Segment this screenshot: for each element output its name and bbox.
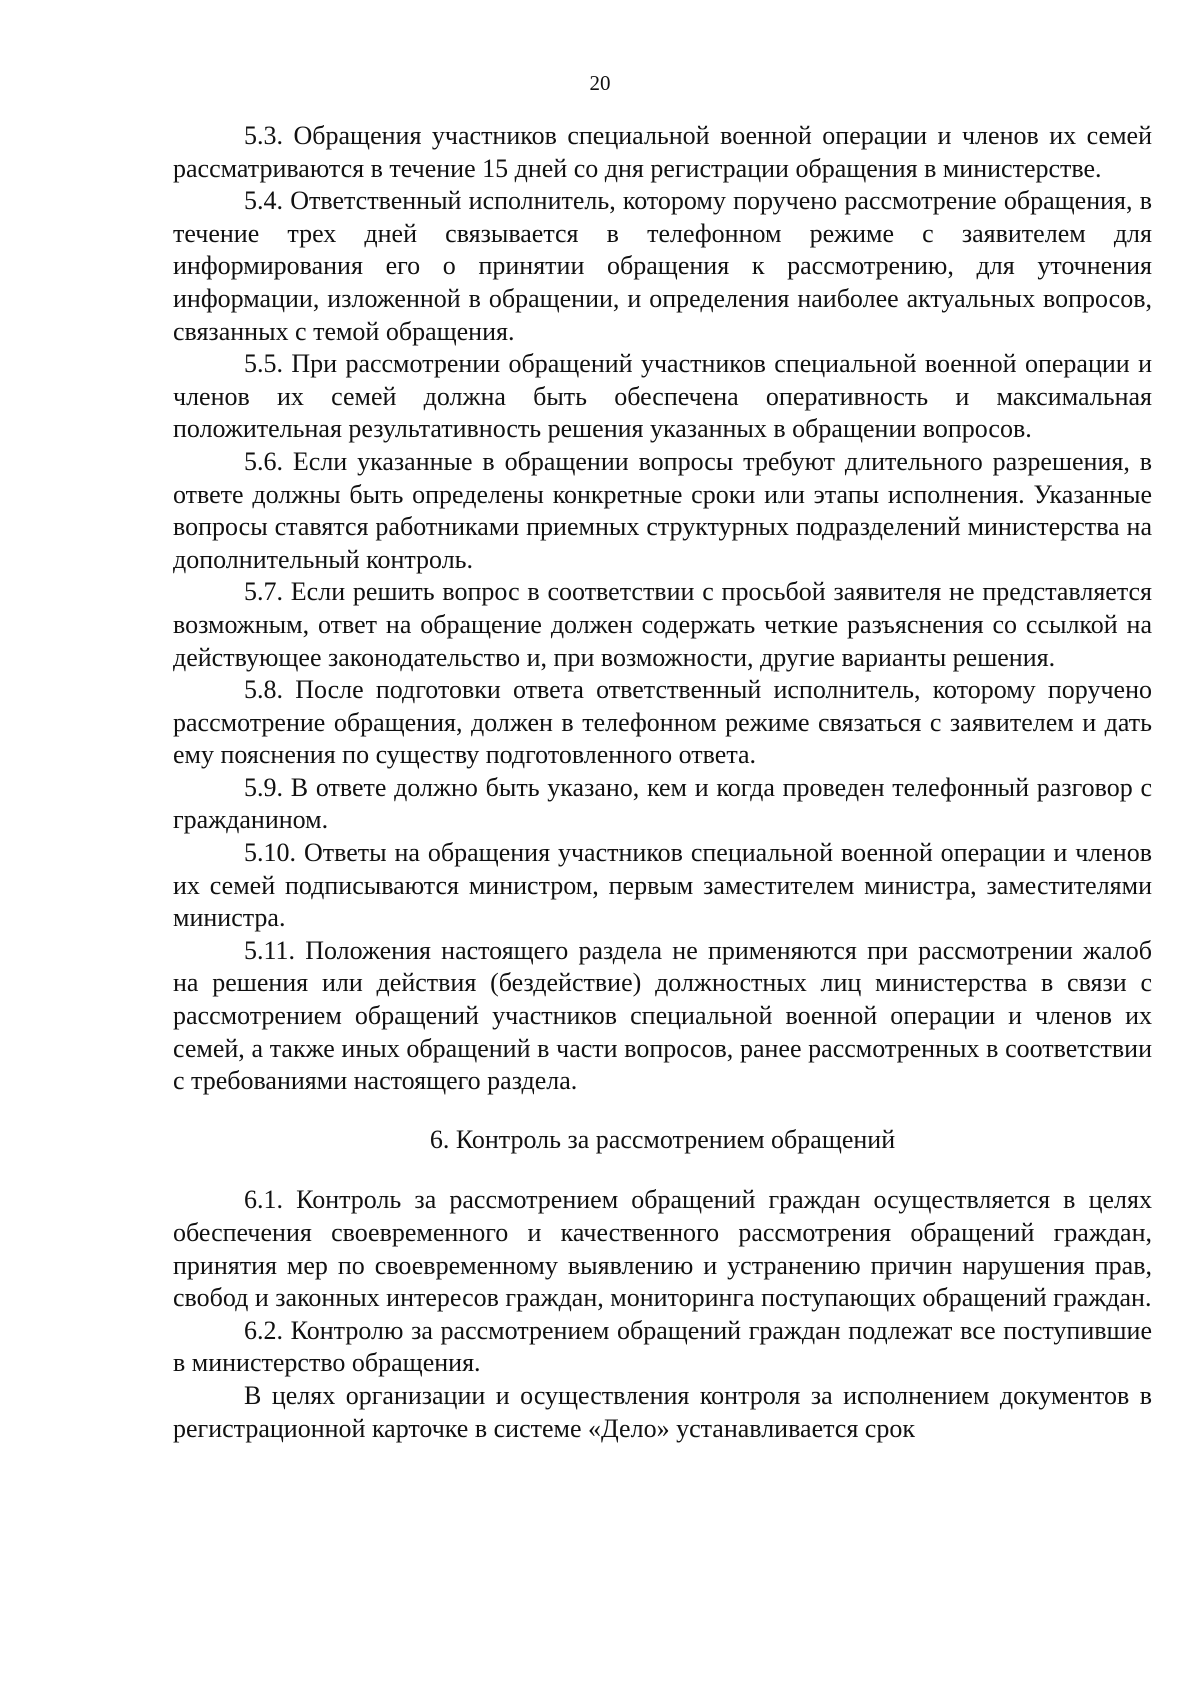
paragraph-5-4: 5.4. Ответственный исполнитель, которому поручено рассмотрение обращения, в течение трех дней связывается в телефонном режиме с заявителем для информирования его о принятии обращения к рассмотрению, для уточнения информации, изложенной в обращении, и определения наиболее актуальных вопросов, связанных с темой обращения. — [173, 186, 1152, 346]
paragraph-6-2: 6.2. Контролю за рассмотрением обращений граждан подлежат все поступившие в министерство обращения. — [173, 1315, 1152, 1378]
paragraph-5-7: 5.7. Если решить вопрос в соответствии с просьбой заявителя не представляется возможным, ответ на обращение должен содержать четкие разъяснения со ссылкой на действующее законодательство и, при возможности, другие варианты решения. — [173, 577, 1152, 672]
paragraph-5-11: 5.11. Положения настоящего раздела не применяются при рассмотрении жалоб на решения или действия (бездействие) должностных лиц министерства в связи с рассмотрением обращений участников специальной военной операции и членов их семей, а также иных обращений в части вопросов, ранее рассмотренных в соответствии с требованиями настоящего раздела. — [173, 935, 1152, 1096]
paragraph-5-8: 5.8. После подготовки ответа ответственный исполнитель, которому поручено рассмотрение обращения, должен в телефонном режиме связаться с заявителем и дать ему пояснения по существу подготовленного ответа. — [173, 675, 1152, 770]
paragraph-5-9: 5.9. В ответе должно быть указано, кем и когда проведен телефонный разговор с гражданином. — [173, 772, 1152, 835]
document-body — [173, 120, 1152, 1445]
page-number: 20 — [589, 71, 611, 95]
section-heading-6: 6. Контроль за рассмотрением обращений — [429, 1124, 896, 1154]
paragraph-5-3: 5.3. Обращения участников специальной военной операции и членов их семей рассматриваются в течение 15 дней со дня регистрации обращения в министерстве. — [173, 121, 1152, 183]
paragraph-5-6: 5.6. Если указанные в обращении вопросы требуют длительного разрешения, в ответе должны быть определены конкретные сроки или этапы исполнения. Указанные вопросы ставятся работниками приемных структурных подразделений министерства на дополнительный контроль. — [173, 446, 1152, 574]
paragraph-control-organization: В целях организации и осуществления контроля за исполнением документов в регистрационной карточке в системе «Дело» устанавливается срок — [173, 1380, 1152, 1443]
paragraph-6-1: 6.1. Контроль за рассмотрением обращений граждан осуществляется в целях обеспечения своевременного и качественного рассмотрения обращений граждан, принятия мер по своевременному выявлению и устранению причин нарушения прав, свобод и законных интересов граждан, мониторинга поступающих обращений граждан. — [173, 1185, 1152, 1313]
paragraph-5-10: 5.10. Ответы на обращения участников специальной военной операции и членов их семей подписываются министром, первым заместителем министра, заместителями министра. — [173, 838, 1152, 933]
paragraph-5-5: 5.5. При рассмотрении обращений участников специальной военной операции и членов их семей должна быть обеспечена оперативность и максимальная положительная результативность решения указанных в обращении вопросов. — [173, 349, 1152, 444]
